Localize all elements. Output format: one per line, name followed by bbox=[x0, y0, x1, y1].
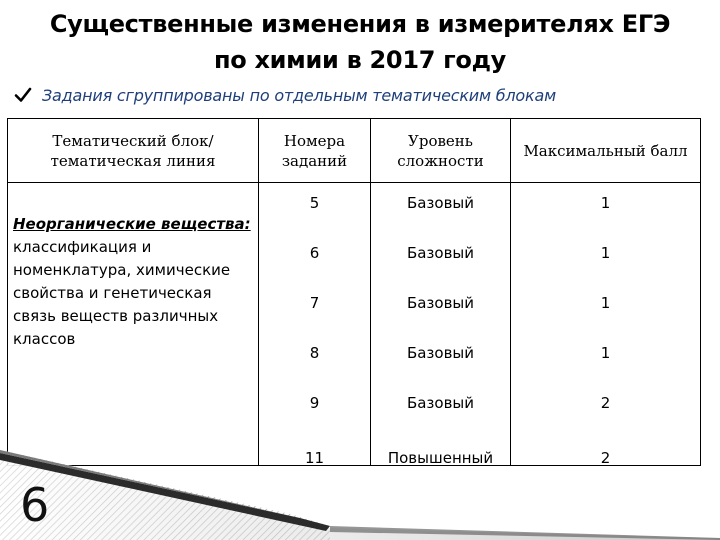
max-score: 1 bbox=[600, 194, 611, 212]
max-score: 2 bbox=[600, 449, 611, 467]
difficulty-level: Базовый bbox=[406, 244, 475, 262]
topic-cell bbox=[8, 183, 259, 466]
title-line-2: по химии в 2017 году bbox=[213, 46, 507, 74]
table-row bbox=[8, 183, 701, 466]
difficulty-level: Базовый bbox=[406, 194, 475, 212]
difficulty-level: Базовый bbox=[406, 394, 475, 412]
task-number: 8 bbox=[309, 344, 320, 362]
max-score: 2 bbox=[600, 394, 611, 412]
task-numbers-cell bbox=[259, 183, 371, 466]
table-header-row bbox=[8, 119, 701, 183]
bullet-point bbox=[14, 82, 556, 108]
slide-title bbox=[0, 6, 720, 78]
check-mark-icon bbox=[14, 86, 32, 104]
header-difficulty: Уровень сложности bbox=[371, 119, 511, 183]
difficulty-level: Базовый bbox=[406, 344, 475, 362]
page-number: 6 bbox=[20, 478, 50, 532]
topic-heading: Неорганические вещества: bbox=[13, 215, 251, 233]
topics-table bbox=[7, 118, 701, 466]
topic-description: классификация и номенклатура, химические свойства и генетическая связь веществ различных классов bbox=[13, 238, 231, 348]
difficulty-cell bbox=[371, 183, 511, 466]
header-task-numbers: Номера заданий bbox=[259, 119, 371, 183]
decorative-swoosh bbox=[0, 450, 720, 540]
header-topic: Тематический блок/ тематическая линия bbox=[8, 119, 259, 183]
task-number: 6 bbox=[309, 244, 320, 262]
title-line-1: Существенные изменения в измерителях ЕГЭ bbox=[49, 10, 671, 38]
task-number: 9 bbox=[309, 394, 320, 412]
task-number: 11 bbox=[304, 449, 325, 467]
max-score: 1 bbox=[600, 344, 611, 362]
max-score: 1 bbox=[600, 244, 611, 262]
max-score: 1 bbox=[600, 294, 611, 312]
task-number: 7 bbox=[309, 294, 320, 312]
difficulty-level: Базовый bbox=[406, 294, 475, 312]
header-max-score: Максимальный балл bbox=[511, 119, 701, 183]
max-score-cell bbox=[511, 183, 701, 466]
task-number: 5 bbox=[309, 194, 320, 212]
difficulty-level: Повышенный bbox=[387, 449, 494, 467]
bullet-text: Задания сгруппированы по отдельным тематическим блокам bbox=[42, 85, 556, 105]
